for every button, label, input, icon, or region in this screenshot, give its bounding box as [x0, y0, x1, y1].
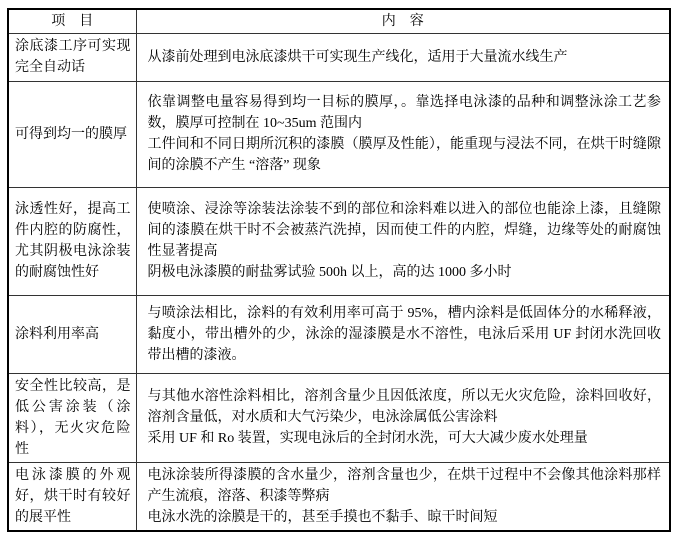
content-paragraph: 与喷涂法相比，涂料的有效利用率可高于 95%，槽内涂料是低固体分的水稀释液，黏度小，带出槽外的少，泳涂的湿漆膜是水不溶性，电泳后采用 UF 封闭水洗回收带出槽的漆液。: [147, 305, 661, 363]
row-item-label: 泳透性好，提高工件内腔的防腐性，尤其阴极电泳涂装的耐腐蚀性好: [8, 187, 136, 295]
table-row: [8, 462, 670, 531]
column-header-item: 项 目: [8, 9, 136, 33]
table-row: [8, 33, 670, 81]
content-paragraph: 工件间和不同日期所沉积的漆膜（膜厚及性能），能重现与浸法不同，在烘干时缝隙间的涂膜不产生 “溶落” 现象: [147, 137, 661, 173]
content-paragraph: 采用 UF 和 Ro 装置，实现电泳后的全封闭水洗，可大大减少废水处理量: [147, 431, 588, 446]
column-header-content: 内 容: [136, 9, 670, 33]
table-row: [8, 295, 670, 373]
table-row: [8, 81, 670, 187]
table-header-row: [8, 9, 670, 33]
row-content-cell: [136, 33, 670, 81]
table-row: [8, 187, 670, 295]
table-row: [8, 373, 670, 462]
row-item-label: 可得到均一的膜厚: [8, 81, 136, 187]
content-paragraph: 电泳水洗的涂膜是干的，甚至手摸也不黏手、晾干时间短: [147, 509, 498, 525]
content-paragraph: 使喷涂、浸涂等涂装法涂装不到的部位和涂料难以进入的部位也能涂上漆，且缝隙间的漆膜在烘干时不会被蒸汽洗掉，因而使工件的内腔，焊缝，边缘等处的耐腐蚀性显著提高: [147, 202, 661, 259]
row-content-cell: [136, 462, 670, 531]
row-content-cell: [136, 373, 670, 462]
row-item-label: 电泳漆膜的外观好，烘干时有较好的展平性: [8, 462, 136, 531]
content-paragraph: 电泳涂装所得漆膜的含水量少，溶剂含量也少，在烘干过程中不会像其他涂料那样产生流痕，溶落、积漆等弊病: [147, 467, 661, 504]
content-paragraph: 与其他水溶性涂料相比，溶剂含量少且因低浓度，所以无火灾危险，涂料回收好，溶剂含量低，对水质和大气污染少，电泳涂属低公害涂料: [147, 389, 661, 425]
row-item-label: 涂料利用率高: [8, 295, 136, 373]
content-paragraph: 阴极电泳漆膜的耐盐雾试验 500h 以上，高的达 1000 多小时: [147, 265, 512, 280]
row-content-cell: [136, 187, 670, 295]
content-paragraph: 依靠调整电量容易得到均一目标的膜厚，。靠选择电泳漆的品种和调整泳涂工艺参数，膜厚可控制在 10~35um 范围内: [147, 95, 661, 131]
row-item-label: 安全性比较高，是低公害涂装（涂料），无火灾危险性: [8, 373, 136, 462]
electro-coating-advantages-table: [7, 8, 671, 532]
content-paragraph: 从漆前处理到电泳底漆烘干可实现生产线化，适用于大量流水线生产: [147, 49, 568, 65]
row-content-cell: [136, 81, 670, 187]
row-content-cell: [136, 295, 670, 373]
row-item-label: 涂底漆工序可实现完全自动话: [8, 33, 136, 81]
